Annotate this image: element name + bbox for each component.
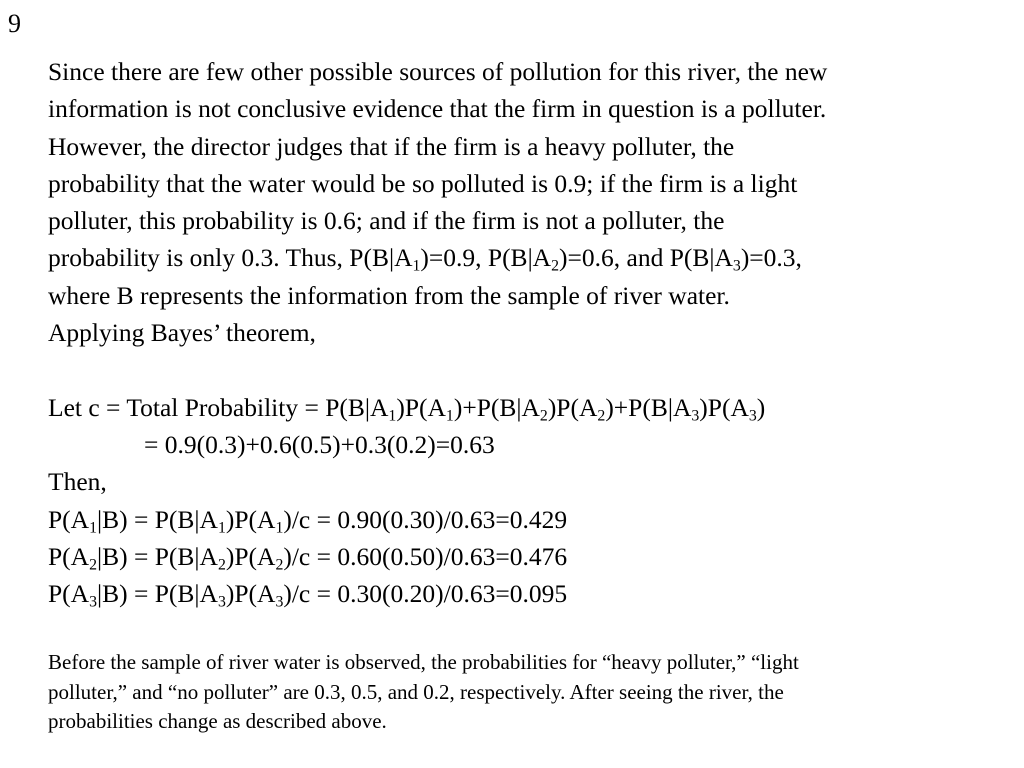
total-probability-line (48, 389, 1008, 426)
subscript: 3 (748, 407, 757, 425)
subscript: 1 (217, 518, 226, 536)
subscript: 1 (445, 407, 454, 425)
text-segment: )/c = 0.90(0.30)/0.63=0.429 (283, 504, 568, 534)
text-segment: )+P(B|A (605, 392, 692, 422)
text-segment: probability is only 0.3. Thus, P(B|A (48, 243, 413, 273)
subscript: 2 (551, 257, 559, 275)
text-segment: )P(A (396, 392, 446, 422)
text-segment: ) (756, 392, 766, 422)
paragraph-line: Since there are few other possible sources of pollution for this river, the new (48, 57, 828, 86)
slide-body (48, 53, 1008, 737)
text-segment: )=0.3, (740, 243, 802, 273)
paragraph-line: However, the director judges that if the firm is a heavy polluter, the (48, 131, 735, 161)
paragraph-line: Applying Bayes’ theorem, (48, 318, 316, 348)
text-segment: P(A (48, 579, 90, 609)
text-segment: )=0.6, and P(B|A (559, 243, 733, 273)
text-segment: )/c = 0.30(0.20)/0.63=0.095 (283, 579, 568, 609)
subscript: 2 (597, 407, 606, 425)
subscript: 1 (412, 257, 421, 275)
conditional-probabilities-line (48, 239, 1008, 276)
footnote-line: Before the sample of river water is observed, the probabilities for “heavy polluter,” “light (48, 650, 799, 675)
spacer (48, 351, 1008, 388)
text-segment: |B) = P(B|A (97, 579, 218, 609)
text-segment: )P(A (547, 392, 598, 422)
text-segment: )P(A (225, 541, 276, 571)
then-label: Then, (48, 467, 107, 497)
text-segment: |B) = P(B|A (97, 541, 218, 571)
paragraph-line: probability that the water would be so polluted is 0.9; if the firm is a light (48, 168, 798, 198)
subscript: 3 (275, 593, 284, 611)
text-segment: Let c = Total Probability = P(B|A (48, 392, 389, 422)
text-segment: P(A (48, 504, 90, 534)
posterior-line (48, 501, 1008, 538)
text-segment: |B) = P(B|A (97, 504, 218, 534)
subscript: 1 (89, 518, 97, 536)
subscript: 3 (732, 257, 741, 275)
text-segment: )P(A (699, 392, 749, 422)
subscript: 3 (89, 593, 97, 611)
subscript: 2 (539, 407, 548, 425)
subscript: 1 (388, 407, 397, 425)
footnote-line: polluter,” and “no polluter” are 0.3, 0.5, and 0.2, respectively. After seeing the river, the (48, 679, 784, 704)
posterior-line (48, 575, 1008, 612)
paragraph-line: polluter, this probability is 0.6; and if the firm is not a polluter, the (48, 206, 725, 236)
text-segment: )/c = 0.60(0.50)/0.63=0.476 (283, 541, 568, 571)
paragraph-line: where B represents the information from the sample of river water. (48, 280, 730, 310)
footnote (48, 648, 1008, 737)
subscript: 2 (275, 556, 284, 574)
subscript: 3 (217, 593, 226, 611)
text-segment: P(A (48, 541, 90, 571)
subscript: 2 (217, 556, 226, 574)
text-segment: )P(A (225, 504, 276, 534)
total-probability-calculation: = 0.9(0.3)+0.6(0.5)+0.3(0.2)=0.63 (144, 429, 495, 459)
slide-number: 9 (8, 9, 21, 38)
subscript: 1 (275, 518, 284, 536)
subscript: 3 (691, 407, 700, 425)
text-segment: )=0.9, P(B|A (420, 243, 552, 273)
text-segment: )P(A (225, 579, 276, 609)
text-segment: )+P(B|A (453, 392, 540, 422)
paragraph-line: information is not conclusive evidence that the firm in question is a polluter. (48, 94, 827, 124)
footnote-line: probabilities change as described above. (48, 709, 387, 734)
subscript: 2 (89, 556, 97, 574)
posterior-line (48, 538, 1008, 575)
